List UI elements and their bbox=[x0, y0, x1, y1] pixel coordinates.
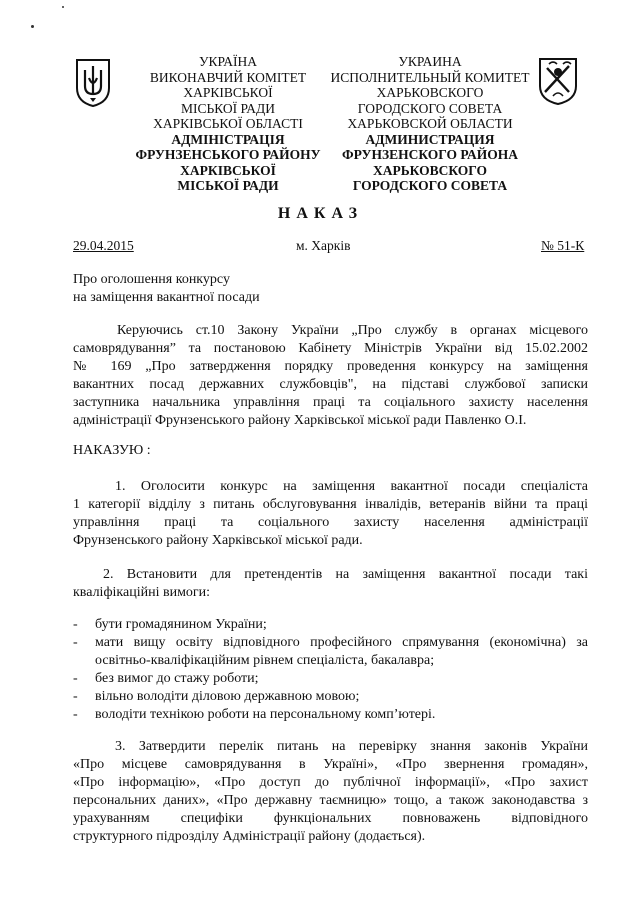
header-line: ХАРЬКОВСКОЙ ОБЛАСТИ bbox=[347, 116, 513, 131]
header-line: ХАРКІВСЬКОЇ bbox=[183, 85, 273, 100]
paragraph-line: заступника начальника управління праці та соціального захисту населення bbox=[73, 395, 588, 410]
paragraph-line: Керуючись ст.10 Закону України „Про службу в органах місцевого bbox=[117, 323, 588, 338]
list-dash: - bbox=[73, 617, 78, 632]
list-item-line: освітньо-кваліфікаційним рівнем спеціаліста, бакалавра; bbox=[95, 653, 435, 668]
header-line: МІСЬКОЇ РАДИ bbox=[177, 178, 279, 193]
header-line: ФРУНЗЕНСЬКОГО РАЙОНУ bbox=[135, 147, 321, 162]
paragraph-line: 1. Оголосити конкурс на заміщення вакантної посади спеціаліста bbox=[115, 479, 588, 494]
list-item-line: вільно володіти діловою державною мовою; bbox=[95, 689, 360, 704]
paragraph-line: «Про інформацію», «Про доступ до публічної інформації», «Про захист bbox=[73, 775, 588, 790]
paragraph-line: № 169 „Про затвердження порядку проведення конкурсу на заміщення bbox=[73, 359, 588, 374]
list-item bbox=[73, 706, 588, 724]
list-dash: - bbox=[73, 635, 78, 650]
kharkiv-coat-of-arms-icon bbox=[537, 56, 579, 106]
header-russian bbox=[330, 54, 530, 194]
list-item-line: володіти технікою роботи на персональному комп’ютері. bbox=[95, 707, 436, 722]
list-dash: - bbox=[73, 671, 78, 686]
scan-speck bbox=[31, 25, 34, 28]
paragraph-line: персональних даних», «Про державну таємницю» тощо, а також законодавства з bbox=[73, 793, 588, 808]
header-line: ГОРОДСКОГО СОВЕТА bbox=[357, 100, 503, 116]
paragraph-line: адміністрації Фрунзенського району Харківської міської ради Павленко О.І. bbox=[73, 413, 527, 428]
list-dash: - bbox=[73, 707, 78, 722]
scan-speck bbox=[62, 6, 64, 8]
header-line: ХАРКІВСЬКОЇ ОБЛАСТІ bbox=[153, 116, 303, 131]
list-item-text bbox=[95, 688, 588, 706]
paragraph-line: 1 категорії відділу з питань обслуговування інвалідів, ветеранів війни та праці bbox=[73, 497, 588, 512]
paragraph-line: управління праці та соціального захисту населення адміністрації bbox=[73, 515, 588, 530]
paragraph-line: кваліфікаційні вимоги: bbox=[73, 585, 211, 600]
point-1-paragraph bbox=[73, 478, 588, 550]
header-line: ВИКОНАВЧИЙ КОМІТЕТ bbox=[149, 69, 307, 85]
list-item-text bbox=[95, 616, 588, 634]
paragraph-line: Фрунзенського району Харківської міської ради. bbox=[73, 533, 363, 548]
point-3-paragraph bbox=[73, 738, 588, 846]
list-item bbox=[73, 688, 588, 706]
point-2-paragraph bbox=[73, 566, 588, 602]
list-item-text bbox=[95, 706, 588, 724]
list-item-text bbox=[95, 670, 588, 688]
order-word: НАКАЗУЮ : bbox=[73, 443, 151, 458]
header-line: АДМИНИСТРАЦИЯ bbox=[365, 131, 495, 147]
subject-line: Про оголошення конкурсу bbox=[73, 272, 230, 287]
header-line: ХАРЬКОВСКОГО bbox=[376, 85, 484, 100]
paragraph-line: вакантних посад державних службовців", на підставі службової записки bbox=[73, 377, 588, 392]
list-item bbox=[73, 634, 588, 670]
header-line: АДМІНІСТРАЦІЯ bbox=[171, 131, 285, 147]
document-subject bbox=[73, 271, 260, 307]
list-item-line: бути громадянином України; bbox=[95, 617, 267, 632]
header-line: ФРУНЗЕНСКОГО РАЙОНА bbox=[342, 147, 518, 162]
list-item-line: без вимог до стажу роботи; bbox=[95, 671, 259, 686]
header-line: ГОРОДСКОГО СОВЕТА bbox=[352, 178, 508, 193]
header-line: МІСЬКОЇ РАДИ bbox=[180, 100, 276, 116]
document-date: 29.04.2015 bbox=[73, 238, 134, 253]
header-line: ХАРЬКОВСКОГО bbox=[372, 162, 488, 178]
list-item-line: мати вищу освіту відповідного професійного спрямування (економічна) за bbox=[95, 635, 588, 650]
header-ukrainian bbox=[128, 54, 328, 194]
paragraph-line: «Про місцеве самоврядування в Україні», «Про звернення громадян», bbox=[73, 757, 588, 772]
list-dash: - bbox=[73, 689, 78, 704]
list-item bbox=[73, 616, 588, 634]
intro-paragraph bbox=[73, 322, 588, 430]
header-line: УКРАИНА bbox=[398, 54, 462, 69]
trident-coat-of-arms-icon bbox=[74, 58, 112, 108]
subject-line: на заміщення вакантної посади bbox=[73, 290, 260, 305]
document-title: НАКАЗ bbox=[277, 205, 364, 222]
header-line: ХАРКІВСЬКОЇ bbox=[180, 162, 276, 178]
paragraph-line: 2. Встановити для претендентів на заміщення вакантної посади такі bbox=[103, 567, 588, 582]
paragraph-line: самоврядування” та постановою Кабінету Міністрів України від 15.02.2002 bbox=[73, 341, 588, 356]
document-number: № 51-К bbox=[541, 238, 585, 253]
requirements-list bbox=[73, 616, 588, 724]
paragraph-line: структурного підрозділу Адміністрації району (додається). bbox=[73, 829, 426, 844]
paragraph-line: 3. Затвердити перелік питань на перевірку знання законів України bbox=[115, 739, 588, 754]
document-city: м. Харків bbox=[296, 238, 351, 253]
header-line: УКРАЇНА bbox=[198, 54, 258, 69]
header-line: ИСПОЛНИТЕЛЬНЫЙ КОМИТЕТ bbox=[330, 69, 530, 85]
list-item bbox=[73, 670, 588, 688]
list-item-text bbox=[95, 634, 588, 670]
paragraph-line: урахуванням специфіки функціональних повноважень відповідного bbox=[73, 811, 588, 826]
